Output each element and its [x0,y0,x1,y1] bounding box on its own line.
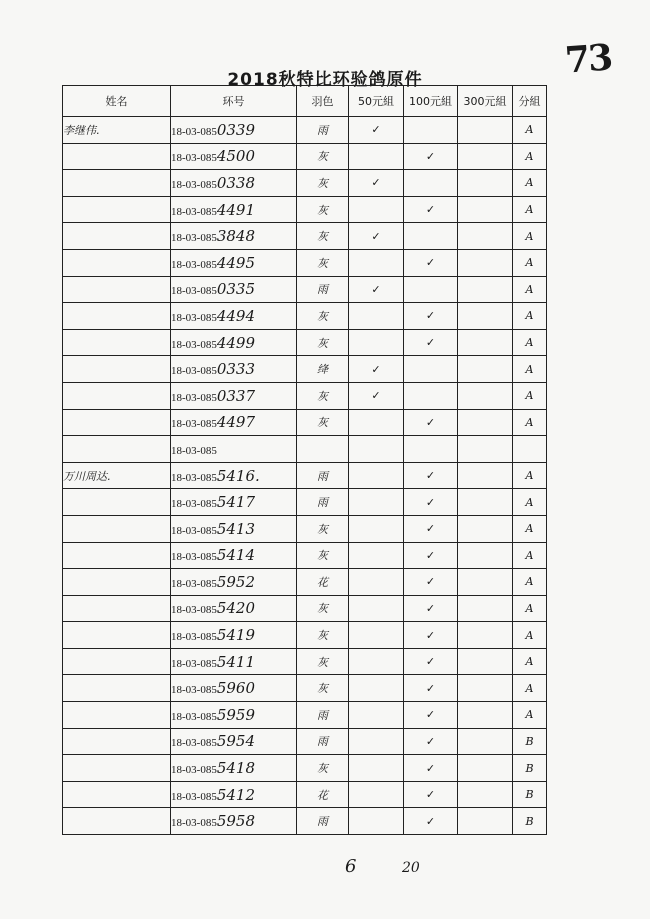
table-row [63,329,547,356]
footer-count-50: 6 [345,856,357,877]
feather-color-cell: 雨 [297,489,349,516]
feather-color-cell: 灰 [297,303,349,330]
group-50-cell [349,515,404,542]
group-300-cell [458,808,513,835]
group-300-cell [458,143,513,170]
ring-suffix: 5414 [216,546,256,565]
ring-prefix: 18-03-085 [171,657,217,670]
ring-number-cell [171,143,297,170]
group-letter-cell: A [513,542,547,569]
group-letter-cell: A [513,303,547,330]
table-row [63,489,547,516]
group-300-cell [458,515,513,542]
group-300-cell [458,595,513,622]
feather-color-cell: 灰 [297,755,349,782]
group-100-cell: ✓ [404,728,458,755]
group-100-cell: ✓ [404,143,458,170]
group-300-cell [458,569,513,596]
ring-suffix: 5412 [216,785,256,804]
group-100-cell [404,356,458,383]
ring-prefix: 18-03-085 [171,311,217,324]
owner-name-cell [63,808,171,835]
ring-prefix: 18-03-085 [171,391,217,404]
table-row [63,436,547,463]
group-50-cell [349,329,404,356]
ring-suffix: 5958 [216,812,256,831]
group-100-cell: ✓ [404,569,458,596]
group-100-cell: ✓ [404,755,458,782]
ring-prefix: 18-03-085 [171,604,217,617]
table-row [63,569,547,596]
group-letter-cell: A [513,462,547,489]
group-50-cell [349,728,404,755]
ring-prefix: 18-03-085 [171,737,217,750]
ring-suffix: 5413 [216,519,256,538]
ring-prefix: 18-03-085 [171,125,217,138]
group-50-cell [349,569,404,596]
ring-number-cell [171,728,297,755]
ring-prefix: 18-03-085 [171,152,217,165]
table-row [63,303,547,330]
group-letter-cell: B [513,781,547,808]
ring-number-cell [171,329,297,356]
table-row [63,515,547,542]
owner-name-cell [63,648,171,675]
table-row [63,143,547,170]
group-300-cell [458,356,513,383]
group-100-cell: ✓ [404,781,458,808]
group-letter-cell: A [513,515,547,542]
owner-name-cell [63,223,171,250]
group-50-cell: ✓ [349,117,404,144]
group-50-cell [349,675,404,702]
table-row [63,781,547,808]
owner-name-cell [63,196,171,223]
ring-prefix: 18-03-085 [171,232,217,245]
group-300-cell [458,170,513,197]
ring-number-cell [171,249,297,276]
group-300-cell [458,648,513,675]
group-50-cell [349,409,404,436]
owner-name-cell [63,276,171,303]
ring-number-cell [171,781,297,808]
header-group: 分組 [513,86,547,117]
ring-suffix: 5959 [216,705,256,724]
ring-number-cell [171,409,297,436]
ring-number-cell [171,276,297,303]
feather-color-cell: 雨 [297,462,349,489]
owner-name-cell [63,702,171,729]
feather-color-cell: 灰 [297,223,349,250]
ring-number-cell [171,808,297,835]
group-100-cell [404,117,458,144]
feather-color-cell: 灰 [297,143,349,170]
ring-number-cell [171,436,297,463]
footer-count-100: 20 [402,860,420,876]
feather-color-cell: 灰 [297,196,349,223]
group-letter-cell: A [513,489,547,516]
ring-number-cell [171,675,297,702]
group-50-cell: ✓ [349,276,404,303]
feather-color-cell: 灰 [297,382,349,409]
owner-name-cell [63,515,171,542]
group-50-cell [349,808,404,835]
table-row [63,117,547,144]
header-50-group: 50元組 [349,86,404,117]
ring-number-cell [171,595,297,622]
ring-prefix: 18-03-085 [171,444,217,457]
table-row [63,249,547,276]
feather-color-cell: 灰 [297,622,349,649]
owner-name-cell [63,755,171,782]
ring-prefix: 18-03-085 [171,338,217,351]
feather-color-cell: 灰 [297,595,349,622]
ring-suffix: 0335 [216,280,256,299]
ring-suffix: 0339 [216,120,256,139]
group-letter-cell: A [513,196,547,223]
ring-prefix: 18-03-085 [171,205,217,218]
group-100-cell [404,382,458,409]
registration-table [62,85,547,835]
ring-suffix: 4494 [216,306,256,325]
table-row [63,382,547,409]
owner-name-cell [63,170,171,197]
ring-prefix: 18-03-085 [171,365,217,378]
owner-name-cell: 李继伟. [63,117,171,144]
group-50-cell [349,648,404,675]
group-letter-cell: A [513,223,547,250]
group-100-cell: ✓ [404,196,458,223]
group-letter-cell: A [513,648,547,675]
header-ring: 环号 [171,86,297,117]
ring-prefix: 18-03-085 [171,577,217,590]
group-letter-cell: A [513,675,547,702]
group-letter-cell: A [513,569,547,596]
ring-prefix: 18-03-085 [171,631,217,644]
ring-prefix: 18-03-085 [171,764,217,777]
owner-name-cell [63,569,171,596]
feather-color-cell: 灰 [297,675,349,702]
group-letter-cell [513,436,547,463]
group-300-cell [458,249,513,276]
ring-number-cell [171,702,297,729]
ring-prefix: 18-03-085 [171,710,217,723]
group-letter-cell: A [513,249,547,276]
ring-number-cell [171,170,297,197]
owner-name-cell [63,595,171,622]
ring-suffix: 4491 [216,200,256,219]
table-row [63,196,547,223]
group-letter-cell: A [513,356,547,383]
group-300-cell [458,303,513,330]
ring-prefix: 18-03-085 [171,178,217,191]
group-letter-cell: A [513,117,547,144]
group-letter-cell: A [513,143,547,170]
group-100-cell [404,170,458,197]
header-300-group: 300元組 [458,86,513,117]
header-color: 羽色 [297,86,349,117]
ring-number-cell [171,569,297,596]
group-100-cell: ✓ [404,303,458,330]
group-100-cell: ✓ [404,595,458,622]
ring-number-cell [171,622,297,649]
table-row [63,276,547,303]
group-letter-cell: B [513,728,547,755]
feather-color-cell: 花 [297,569,349,596]
feather-color-cell: 雨 [297,276,349,303]
group-50-cell: ✓ [349,356,404,383]
header-row [63,86,547,117]
group-letter-cell: A [513,382,547,409]
ring-suffix: 5416. [216,466,260,485]
feather-color-cell: 灰 [297,329,349,356]
owner-name-cell [63,675,171,702]
ring-suffix: 4495 [216,253,256,272]
group-300-cell [458,702,513,729]
group-50-cell: ✓ [349,382,404,409]
group-50-cell [349,622,404,649]
group-100-cell: ✓ [404,489,458,516]
group-300-cell [458,436,513,463]
ring-prefix: 18-03-085 [171,524,217,537]
group-300-cell [458,196,513,223]
ring-number-cell [171,196,297,223]
ring-prefix: 18-03-085 [171,498,217,511]
ring-number-cell [171,542,297,569]
feather-color-cell: 灰 [297,249,349,276]
group-300-cell [458,755,513,782]
ring-number-cell [171,117,297,144]
table-row [63,702,547,729]
feather-color-cell: 灰 [297,170,349,197]
group-letter-cell: A [513,409,547,436]
table-row [63,675,547,702]
group-100-cell: ✓ [404,622,458,649]
ring-suffix: 5418 [216,759,256,778]
group-300-cell [458,329,513,356]
table-row [63,542,547,569]
group-100-cell [404,276,458,303]
feather-color-cell [297,436,349,463]
ring-number-cell [171,515,297,542]
feather-color-cell: 雨 [297,117,349,144]
ring-number-cell [171,648,297,675]
group-50-cell [349,702,404,729]
group-100-cell: ✓ [404,675,458,702]
ring-suffix: 5960 [216,679,256,698]
page-title: 2018秋特比环验鸽原件 [227,70,423,90]
header-name: 姓名 [63,86,171,117]
owner-name-cell [63,303,171,330]
group-100-cell: ✓ [404,808,458,835]
group-300-cell [458,542,513,569]
group-50-cell [349,781,404,808]
owner-name-cell: 万川周达. [63,462,171,489]
group-300-cell [458,675,513,702]
group-letter-cell: A [513,595,547,622]
group-100-cell: ✓ [404,409,458,436]
group-100-cell: ✓ [404,515,458,542]
feather-color-cell: 雨 [297,702,349,729]
group-letter-cell: B [513,755,547,782]
feather-color-cell: 雨 [297,728,349,755]
group-letter-cell: B [513,808,547,835]
group-50-cell [349,755,404,782]
ring-prefix: 18-03-085 [171,258,217,271]
group-letter-cell: A [513,276,547,303]
group-50-cell [349,489,404,516]
group-letter-cell: A [513,622,547,649]
group-300-cell [458,781,513,808]
owner-name-cell [63,409,171,436]
table-row [63,595,547,622]
table-row [63,170,547,197]
feather-color-cell: 灰 [297,515,349,542]
ring-prefix: 18-03-085 [171,471,217,484]
group-100-cell: ✓ [404,648,458,675]
group-50-cell [349,249,404,276]
owner-name-cell [63,622,171,649]
table-row [63,622,547,649]
ring-number-cell [171,303,297,330]
ring-suffix: 5411 [216,652,256,671]
group-50-cell [349,196,404,223]
group-300-cell [458,117,513,144]
ring-suffix: 5419 [216,626,256,645]
ring-suffix: 4499 [216,333,256,352]
group-100-cell [404,223,458,250]
group-100-cell [404,436,458,463]
ring-prefix: 18-03-085 [171,418,217,431]
group-300-cell [458,728,513,755]
ring-suffix: 3848 [216,227,256,246]
table-row [63,648,547,675]
ring-suffix: 5417 [216,493,256,512]
owner-name-cell [63,542,171,569]
group-50-cell: ✓ [349,223,404,250]
ring-suffix: 5952 [216,572,256,591]
owner-name-cell [63,489,171,516]
ring-suffix: 4500 [216,147,256,166]
feather-color-cell: 花 [297,781,349,808]
table-row [63,808,547,835]
ring-number-cell [171,382,297,409]
group-300-cell [458,223,513,250]
ring-prefix: 18-03-085 [171,817,217,830]
ring-prefix: 18-03-085 [171,285,217,298]
table-row [63,755,547,782]
ring-suffix: 0333 [216,360,256,379]
ring-prefix: 18-03-085 [171,684,217,697]
group-50-cell: ✓ [349,170,404,197]
owner-name-cell [63,728,171,755]
group-300-cell [458,276,513,303]
table-row [63,728,547,755]
group-letter-cell: A [513,170,547,197]
group-50-cell [349,542,404,569]
owner-name-cell [63,249,171,276]
group-300-cell [458,409,513,436]
feather-color-cell: 雨 [297,808,349,835]
feather-color-cell: 绛 [297,356,349,383]
feather-color-cell: 灰 [297,648,349,675]
group-letter-cell: A [513,702,547,729]
group-100-cell: ✓ [404,249,458,276]
owner-name-cell [63,143,171,170]
group-100-cell: ✓ [404,542,458,569]
owner-name-cell [63,329,171,356]
ring-number-cell [171,489,297,516]
group-50-cell [349,436,404,463]
owner-name-cell [63,436,171,463]
ring-number-cell [171,356,297,383]
ring-suffix: 5420 [216,599,256,618]
table-row [63,356,547,383]
ring-prefix: 18-03-085 [171,551,217,564]
ring-number-cell [171,755,297,782]
owner-name-cell [63,356,171,383]
feather-color-cell: 灰 [297,542,349,569]
feather-color-cell: 灰 [297,409,349,436]
ring-suffix: 5954 [216,732,256,751]
group-100-cell: ✓ [404,329,458,356]
group-300-cell [458,489,513,516]
group-letter-cell: A [513,329,547,356]
ring-number-cell [171,223,297,250]
ring-prefix: 18-03-085 [171,790,217,803]
group-50-cell [349,595,404,622]
group-100-cell: ✓ [404,702,458,729]
ring-number-cell [171,462,297,489]
ring-suffix: 0338 [216,173,256,192]
ring-suffix: 4497 [216,413,256,432]
header-100-group: 100元組 [404,86,458,117]
ring-suffix: 0337 [216,386,256,405]
owner-name-cell [63,382,171,409]
page-number: 73 [563,36,613,82]
group-50-cell [349,462,404,489]
table-row [63,409,547,436]
group-50-cell [349,303,404,330]
owner-name-cell [63,781,171,808]
table-row [63,462,547,489]
group-100-cell: ✓ [404,462,458,489]
group-300-cell [458,462,513,489]
group-300-cell [458,382,513,409]
table-row [63,223,547,250]
group-50-cell [349,143,404,170]
group-300-cell [458,622,513,649]
